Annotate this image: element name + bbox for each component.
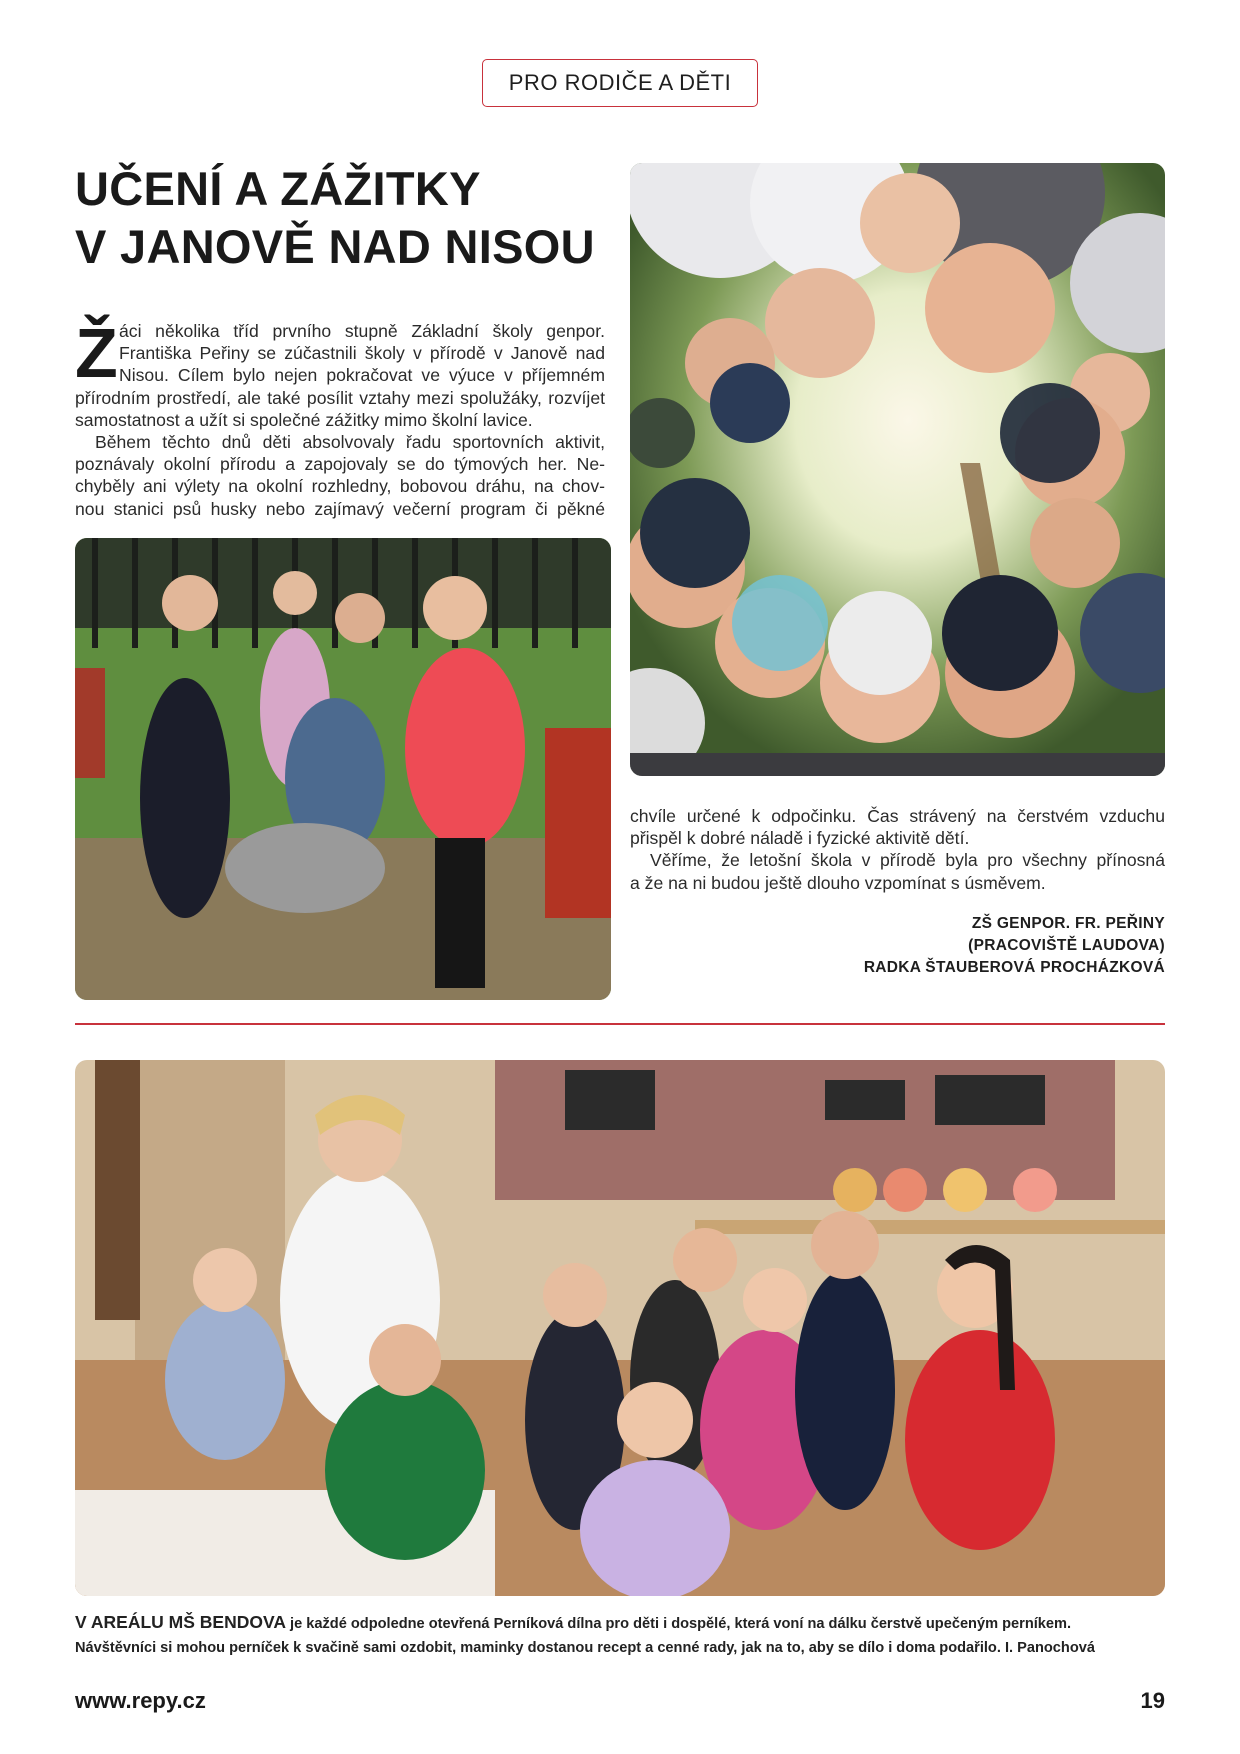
gingerbread-workshop-photo [75, 1060, 1165, 1596]
article-headline [75, 160, 615, 276]
text-line: poznávaly okolní přírodu a zapojovaly se do týmových her. Ne- [75, 454, 605, 475]
section-divider [75, 1023, 1165, 1025]
headline-line-2: V JANOVĚ NAD NISOU [75, 220, 595, 273]
article-column-2 [630, 805, 1165, 894]
caption-line-2: Návštěvníci si mohou perníček k svačině sami ozdobit, maminky dostanou recept a cenné rady, jak na to, aby se dílo i doma podařilo. I. Panochová [75, 1640, 1095, 1656]
article-column-1 [75, 314, 605, 520]
footer-website: www.repy.cz [75, 1688, 206, 1713]
children-huddle-photo [630, 163, 1165, 776]
photo-caption [75, 1610, 1167, 1660]
text-line: samostatnost a užít si společné zážitky mimo školní lavice. [75, 409, 533, 430]
section-tag: PRO RODIČE A DĚTI [482, 59, 758, 107]
caption-line-1 [75, 1610, 1167, 1636]
text-line: a že na ni budou ještě dlouho vzpomínat s úsměvem. [630, 872, 1046, 893]
text-line: chvíle určené k odpočinku. Čas strávený na čerstvém vzduchu [630, 806, 1165, 826]
text-line: áci několika tříd prvního stupně Základní školy genpor. [119, 321, 605, 341]
text-line: nou stanici psů husky nebo zajímavý večerní program či pěkné [75, 498, 605, 519]
drop-cap: Ž [75, 314, 118, 392]
text-line: přispěl k dobré náladě i fyzické aktivitě dětí. [630, 828, 970, 849]
text-line: Nisou. Cílem bylo nejen pokračovat ve výuce v příjemném [119, 365, 605, 386]
text-line: Věříme, že letošní škola v přírodě byla pro všechny přínosná [650, 850, 1165, 871]
children-with-husky-photo [75, 538, 611, 1000]
text-line: Františka Peřiny se zúčastnili školy v přírodě v Janově nad [119, 343, 605, 364]
text-line: přírodním prostředí, ale také posílit vztahy mezi spolužáky, rozvíjet [75, 387, 605, 408]
text-line: chyběly ani výlety na okolní rozhledny, bobovou dráhu, na chov- [75, 476, 605, 497]
page-number: 19 [1140, 1688, 1165, 1713]
headline-line-1: UČENÍ A ZÁŽITKY [75, 162, 481, 215]
caption-lead: V AREÁLU MŠ BENDOVA [75, 1612, 286, 1632]
credit-line-3: RADKA ŠTAUBEROVÁ PROCHÁZKOVÁ [863, 959, 1165, 976]
credit-line-1: ZŠ GENPOR. FR. PEŘINY [971, 915, 1165, 932]
article-credit [864, 913, 1165, 979]
text-line: Během těchto dnů děti absolvovaly řadu sportovních aktivit, [95, 432, 605, 453]
caption-line-1-text: je každé odpoledne otevřená Perníková dílna pro děti i dospělé, která voní na dálku čerstvě upečeným perníkem. [285, 1616, 1072, 1632]
credit-line-2: (PRACOVIŠTĚ LAUDOVA) [968, 937, 1165, 954]
